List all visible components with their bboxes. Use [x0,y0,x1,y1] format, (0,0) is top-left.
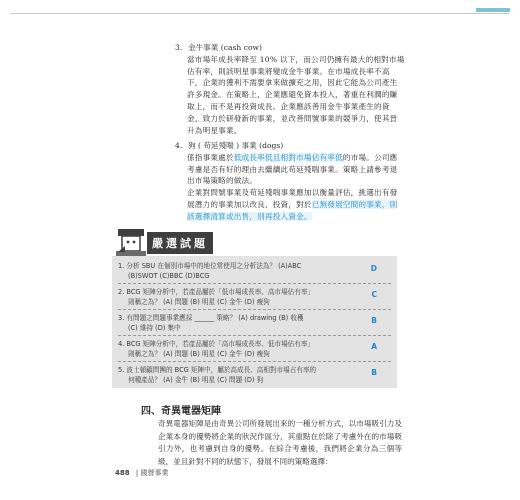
question-divider [118,309,391,310]
quiz-title-block [113,226,223,258]
question-divider [118,283,391,284]
answer-label: C [371,290,377,299]
answer-label: B [371,316,377,325]
item-number: 3. [175,43,183,52]
answer-label: D [370,264,377,273]
item-heading [175,42,405,54]
question-line: 1. 分析 SBU 在個別市場中的地位常使用之分析法為？ (A)ABC [118,262,302,270]
item-cash-cow [175,42,405,136]
question-divider [118,335,391,336]
question-line: 則稱之為？ (A) 問題 (B) 明星 (C) 金牛 (D) 瘦狗 [128,350,270,358]
item-number: 4. [175,141,183,150]
item-heading [175,140,405,152]
header-rule [10,13,510,14]
answer-label: B [371,368,377,377]
section-heading: 四、奇異電器矩陣 [141,406,221,417]
question-line: 5. 波士頓顧問團的 BCG 矩陣中，屬於高成長、高相對市場占有率的 [118,366,317,374]
highlight-text: 已無發展空間的事業，則該選擇清算或出售，別再投入資金。 [187,199,398,221]
question-line: 何種產品？ (A) 金牛 (B) 明星 (C) 問題 (D) 狗 [128,376,264,384]
footer-separator: | [135,469,139,477]
item-title: 金牛事業 (cash cow) [188,43,263,52]
highlight-text: 低成長率低且相對市場佔有率低 [233,152,343,162]
item-paragraph: 係指事業處於低成長率低且相對市場佔有率低的市場。公司應考慮是否有好的理由去繼續此苟延殘喘事業。策略上請參考退出市場策略的做法。 [187,152,398,186]
page-footer [115,468,168,478]
page-number: 488 [115,469,130,477]
question-line: (C) 維持 (D) 集中 [128,324,181,332]
header-accent-strip [476,8,510,12]
item-dogs [175,140,405,223]
item-paragraph: 當市場年成長率降至 10% 以下，而公司仍擁有最大的相對市場佔有率，則該明星事業將變成金牛事業。在市場成長率不高下，企業的獲利不需要拿來做擴充之用，因此它能為公司產生許多現金。在策略上，企業應避免資本投入，著重在利潤的賺取上，而不是再投資成長。企業應該善用金牛事業產生的資金，致力於研發新的事業，並改善問號事業的競爭力，使其晉升為明星事業。 [187,54,405,135]
section-body: 奇異電器矩陣是由奇異公司所發展出來的一種分析方式，以市場吸引力及企業本身的優勢將企業的狀況作區分，其重點在於除了考慮外在的市場吸引力外，也考慮到自身的優勢。在綜合考慮後，我們將企業分為三個等級，並且針對不同的狀態下，發展不同的策略選擇： [158,419,402,466]
question-line: 3. 有問題之問題事業應採 ______ 策略？ (A) drawing (B) 收穫 [118,314,304,322]
question-line: 4. BCG 矩陣分析中，若產品屬於「高市場成長率、低市場佔有率」 [118,340,315,348]
question-line: 則稱之為？ (A) 問題 (B) 明星 (C) 金牛 (D) 瘦狗 [128,298,270,306]
answer-label: A [371,342,377,351]
question-divider [118,361,391,362]
question-line: (B)SWOT (C)BBC (D)BCG [128,272,210,280]
item-title: 狗 ( 苟延殘喘 ) 事業 (dogs) [188,141,284,150]
item-paragraph: 企業對問號事業及苟延殘喘事業應加以衡量評估，挑選出有發展潛力的事業加以改良、投資，對於已無發展空間的事業，則該選擇清算或出售，別再投入資金。 [187,188,398,221]
book-title: 國營事業 [140,469,169,477]
question-line: 2. BCG 矩陣分析中，若產品屬於「低市場成長率、高市場佔有率」 [118,288,315,296]
quiz-title: 嚴選試題 [147,232,213,254]
quiz-panel [112,256,397,388]
